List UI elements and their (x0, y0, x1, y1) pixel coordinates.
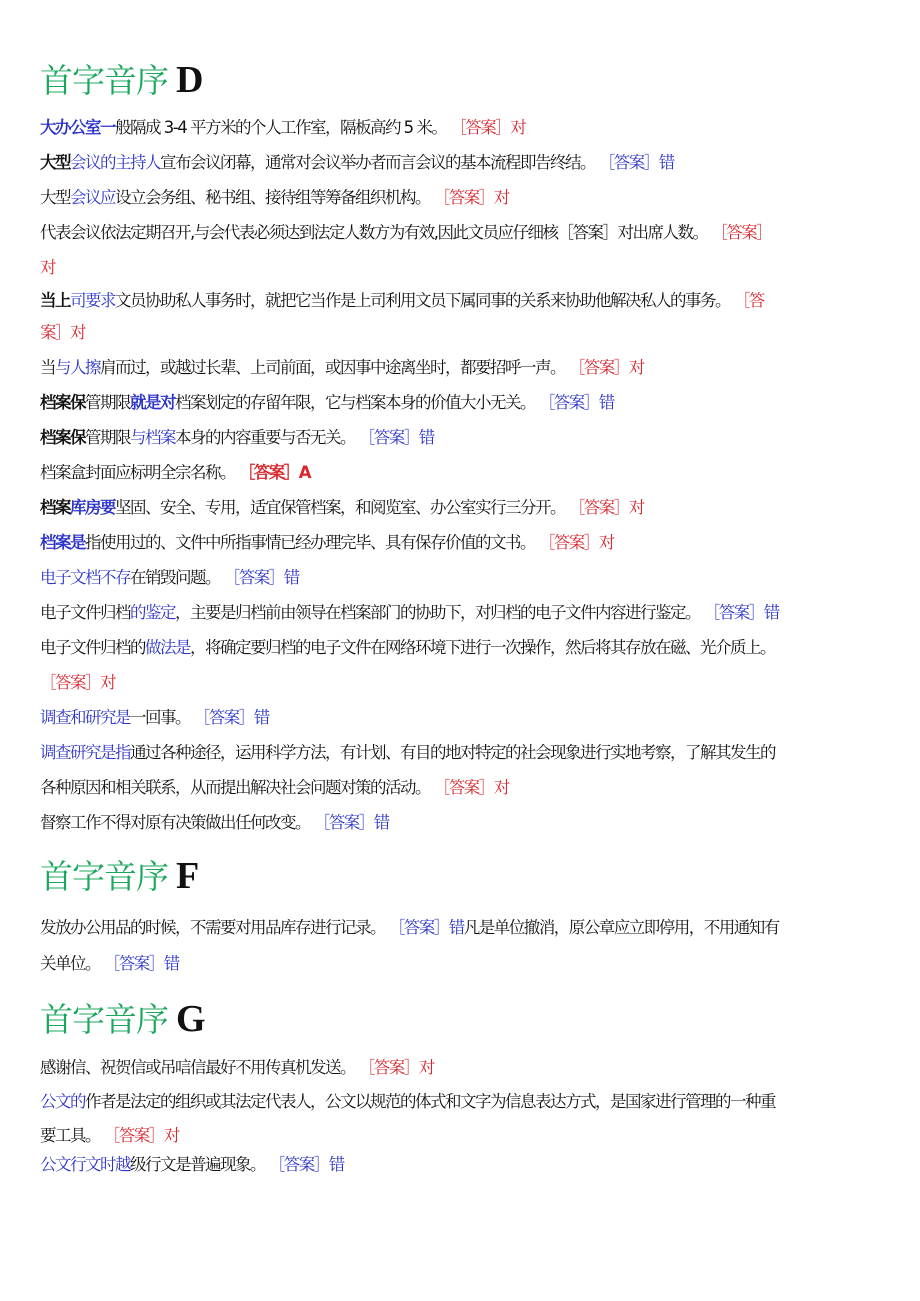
section-prefix: 首字音序 (40, 1000, 168, 1039)
question-item (40, 385, 885, 420)
question-text: 管期限 (85, 428, 130, 447)
question-text: ，将确定要归档的电子文件在网络环境下进行一次操作，然后将其存放在磁、光介质上。 (190, 638, 775, 657)
question-item (40, 1147, 885, 1182)
question-text: 宣布会议闭幕，通常对会议举办者而言会议的基本流程即告终结。 (160, 153, 595, 172)
question-item (40, 145, 885, 180)
answer-label: ［答案］错 (703, 603, 779, 622)
answer-label: ［答案］错 (223, 568, 299, 587)
bold-text: 档案保 (40, 428, 85, 447)
answer-label: ［答案］A (238, 463, 311, 482)
question-item (40, 180, 885, 215)
question-text: 当 (40, 358, 55, 377)
question-text: 各种原因和相关联系，从而提出解决社会问题对策的活动。 (40, 778, 430, 797)
answer-label: ［答案］错 (313, 813, 389, 832)
highlighted-text: 公文的 (40, 1092, 85, 1111)
question-text: 般隔成 3-4 平方米的个人工作室，隔板高约 5 米。 (115, 118, 447, 137)
question-item (40, 110, 885, 145)
question-item-continued (40, 770, 885, 805)
highlighted-text: 公文行文时越 (40, 1155, 130, 1174)
question-text: 坚固、安全、专用，适宜保管档案，和阅览室、办公室实行三分开。 (115, 498, 565, 517)
answer-label: ［答案］对 (433, 778, 509, 797)
answer-label: ［答案］对 (568, 498, 644, 517)
question-item (40, 560, 885, 595)
question-text: 一回事。 (130, 708, 190, 727)
question-item (40, 1084, 885, 1119)
section-prefix: 首字音序 (40, 857, 168, 896)
bold-text: 大型 (40, 153, 70, 172)
question-item-continued (40, 250, 885, 285)
question-text: 档案盒封面应标明全宗名称。 (40, 463, 235, 482)
answer-label: ［答案］对 (103, 1126, 179, 1145)
highlighted-text: 会议的主持人 (70, 153, 160, 172)
highlighted-text: 做法是 (145, 638, 190, 657)
highlighted-text: 库房要 (70, 498, 115, 517)
highlighted-text: 档案是 (40, 533, 85, 552)
question-item (40, 283, 885, 318)
question-text: 作者是法定的组织或其法定代表人，公文以规范的体式和文字为信息表达方式，是国家进行管理的一种重 (85, 1092, 775, 1111)
highlighted-text: 与档案 (130, 428, 175, 447)
bold-text: 档案 (40, 498, 70, 517)
section-prefix: 首字音序 (40, 61, 168, 100)
question-item (40, 1050, 885, 1085)
question-text: 电子文件归档的 (40, 638, 145, 657)
question-item (40, 805, 885, 840)
highlighted-text: 会议应 (70, 188, 115, 207)
question-item (40, 595, 885, 630)
question-text: 通过各种途径，运用科学方法，有计划、有目的地对特定的社会现象进行实地考察，了解其发生的 (130, 743, 775, 762)
answer-label: ［答案］错 (598, 153, 674, 172)
question-item (40, 490, 885, 525)
question-item (40, 455, 885, 490)
question-item (40, 735, 885, 770)
question-text: 档案划定的存留年限，它与档案本身的价值大小无关。 (175, 393, 535, 412)
section-heading-g (40, 997, 206, 1041)
question-item-continued (40, 946, 885, 981)
question-text: 要工具。 (40, 1126, 100, 1145)
section-letter: F (176, 855, 200, 897)
answer-label: ［答案］ (711, 223, 772, 242)
highlighted-text: 大办公室一 (40, 118, 115, 137)
section-heading-f (40, 854, 199, 898)
answer-label: ［答案］对 (538, 533, 614, 552)
question-text: 管期限 (85, 393, 130, 412)
question-text: 代表会议依法定期召开,与会代表必须达到法定人数方为有效,因此文员应仔细核［答案］对出席人数。 (40, 223, 708, 242)
question-text: 电子文件归档 (40, 603, 130, 622)
answer-label: ［答案］错 (358, 428, 434, 447)
question-text: 凡是单位撤消，原公章应立即停用，不用通知有 (463, 918, 779, 937)
answer-label: ［答案］对 (358, 1058, 434, 1077)
answer-label: ［答案］对 (450, 118, 526, 137)
answer-value: 对 (40, 258, 55, 277)
highlighted-text: 调查研究是指 (40, 743, 130, 762)
question-item (40, 910, 885, 945)
question-text: 关单位。 (40, 954, 100, 973)
question-text: 在销毁问题。 (130, 568, 220, 587)
answer-label: ［答案］错 (268, 1155, 344, 1174)
bold-text: 当上 (40, 291, 70, 310)
answer-label: ［答 (733, 291, 764, 310)
question-text: 文员协助私人事务时，就把它当作是上司利用文员下属同事的关系来协助他解决私人的事务。 (115, 291, 730, 310)
question-text: 指使用过的、文件中所指事情已经办理完毕、具有保存价值的文书。 (85, 533, 535, 552)
question-item (40, 215, 885, 250)
answer-label: ［答案］错 (388, 918, 464, 937)
bold-text: 档案保 (40, 393, 85, 412)
question-text: 肩而过，或越过长辈、上司前面，或因事中途离坐时，都要招呼一声。 (100, 358, 565, 377)
answer-label: ［答案］对 (568, 358, 644, 377)
question-text: 感谢信、祝贺信或吊唁信最好不用传真机发送。 (40, 1058, 355, 1077)
highlighted-text: 司要求 (70, 291, 115, 310)
question-text: 本身的内容重要与否无关。 (175, 428, 355, 447)
answer-label: ［答案］错 (193, 708, 269, 727)
question-text: 设立会务组、秘书组、接待组等筹备组织机构。 (115, 188, 430, 207)
question-item (40, 420, 885, 455)
question-item (40, 700, 885, 735)
answer-label: ［答案］错 (103, 954, 179, 973)
highlighted-text: 与人擦 (55, 358, 100, 377)
question-item-continued (40, 315, 885, 350)
question-text: 发放办公用品的时候，不需要对用品库存进行记录。 (40, 918, 385, 937)
question-item (40, 630, 885, 665)
question-text: 大型 (40, 188, 70, 207)
question-item (40, 350, 885, 385)
section-letter: G (176, 998, 206, 1040)
answer-label: ［答案］错 (538, 393, 614, 412)
question-text: 级行文是普遍现象。 (130, 1155, 265, 1174)
highlighted-text: 调查和研究是 (40, 708, 130, 727)
answer-label: 案］对 (40, 323, 85, 342)
answer-label: ［答案］对 (433, 188, 509, 207)
question-text: 督察工作不得对原有决策做出任何改变。 (40, 813, 310, 832)
question-text: ，主要是归档前由领导在档案部门的协助下，对归档的电子文件内容进行鉴定。 (175, 603, 700, 622)
highlighted-text: 就是对 (130, 393, 175, 412)
section-letter: D (176, 59, 204, 101)
highlighted-text: 电子文档不存 (40, 568, 130, 587)
question-item (40, 525, 885, 560)
highlighted-text: 的鉴定 (130, 603, 175, 622)
section-heading-d (40, 58, 203, 102)
question-item-continued (40, 665, 885, 700)
answer-label: ［答案］对 (40, 673, 115, 692)
